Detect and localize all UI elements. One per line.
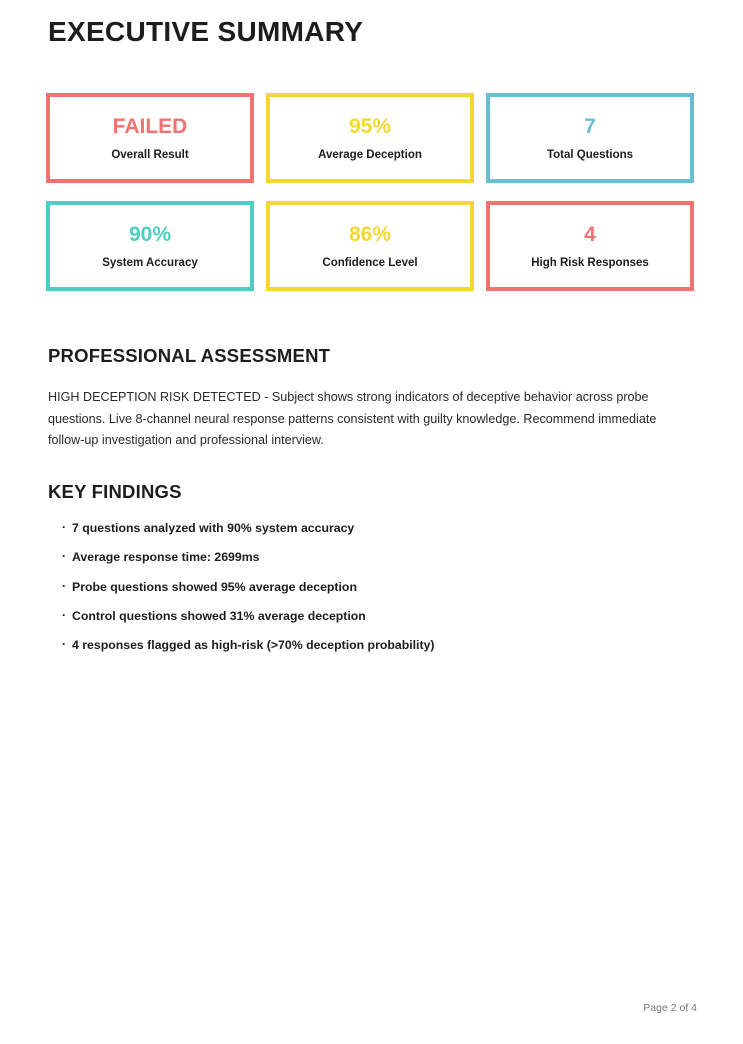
key-findings-list [62, 522, 682, 668]
summary-card-label: Average Deception [318, 148, 422, 161]
list-item: · Average response time: 2699ms [62, 551, 682, 563]
summary-card-value: 7 [584, 114, 596, 138]
summary-card-system-accuracy [46, 201, 254, 291]
summary-card-confidence-level [266, 201, 474, 291]
list-item: · 7 questions analyzed with 90% system accuracy [62, 522, 682, 534]
assessment-heading: PROFESSIONAL ASSESSMENT [48, 345, 331, 366]
summary-card-label: Confidence Level [322, 256, 418, 269]
summary-card-value: 90% [128, 222, 172, 246]
list-item: · 4 responses flagged as high-risk (>70% deception probability) [62, 639, 682, 651]
page-title: EXECUTIVE SUMMARY [48, 16, 364, 47]
summary-card-value: 4 [584, 222, 596, 246]
summary-card-value: 95% [348, 114, 392, 138]
summary-card-high-risk-responses [486, 201, 694, 291]
page-footer: Page 2 of 4 [643, 1002, 697, 1014]
list-item: · Probe questions showed 95% average deception [62, 581, 682, 593]
findings-heading: KEY FINDINGS [48, 481, 182, 502]
assessment-body: HIGH DECEPTION RISK DETECTED - Subject shows strong indicators of deceptive behavior across probe questions. Live 8-channel neural response patterns consistent with guilty knowledge. Recommend immediate follow-up investigation and professional interview. [48, 390, 657, 448]
summary-card-total-questions [486, 93, 694, 183]
summary-card-average-deception [266, 93, 474, 183]
summary-card-label: System Accuracy [102, 256, 198, 269]
summary-card-label: Total Questions [546, 148, 634, 161]
summary-card-label: Overall Result [111, 148, 189, 161]
list-item: · Control questions showed 31% average deception [62, 610, 682, 622]
summary-card-value: FAILED [112, 114, 188, 138]
summary-card-value: 86% [348, 222, 392, 246]
summary-card-grid [46, 93, 698, 291]
summary-card-overall-result [46, 93, 254, 183]
summary-card-label: High Risk Responses [531, 256, 649, 269]
